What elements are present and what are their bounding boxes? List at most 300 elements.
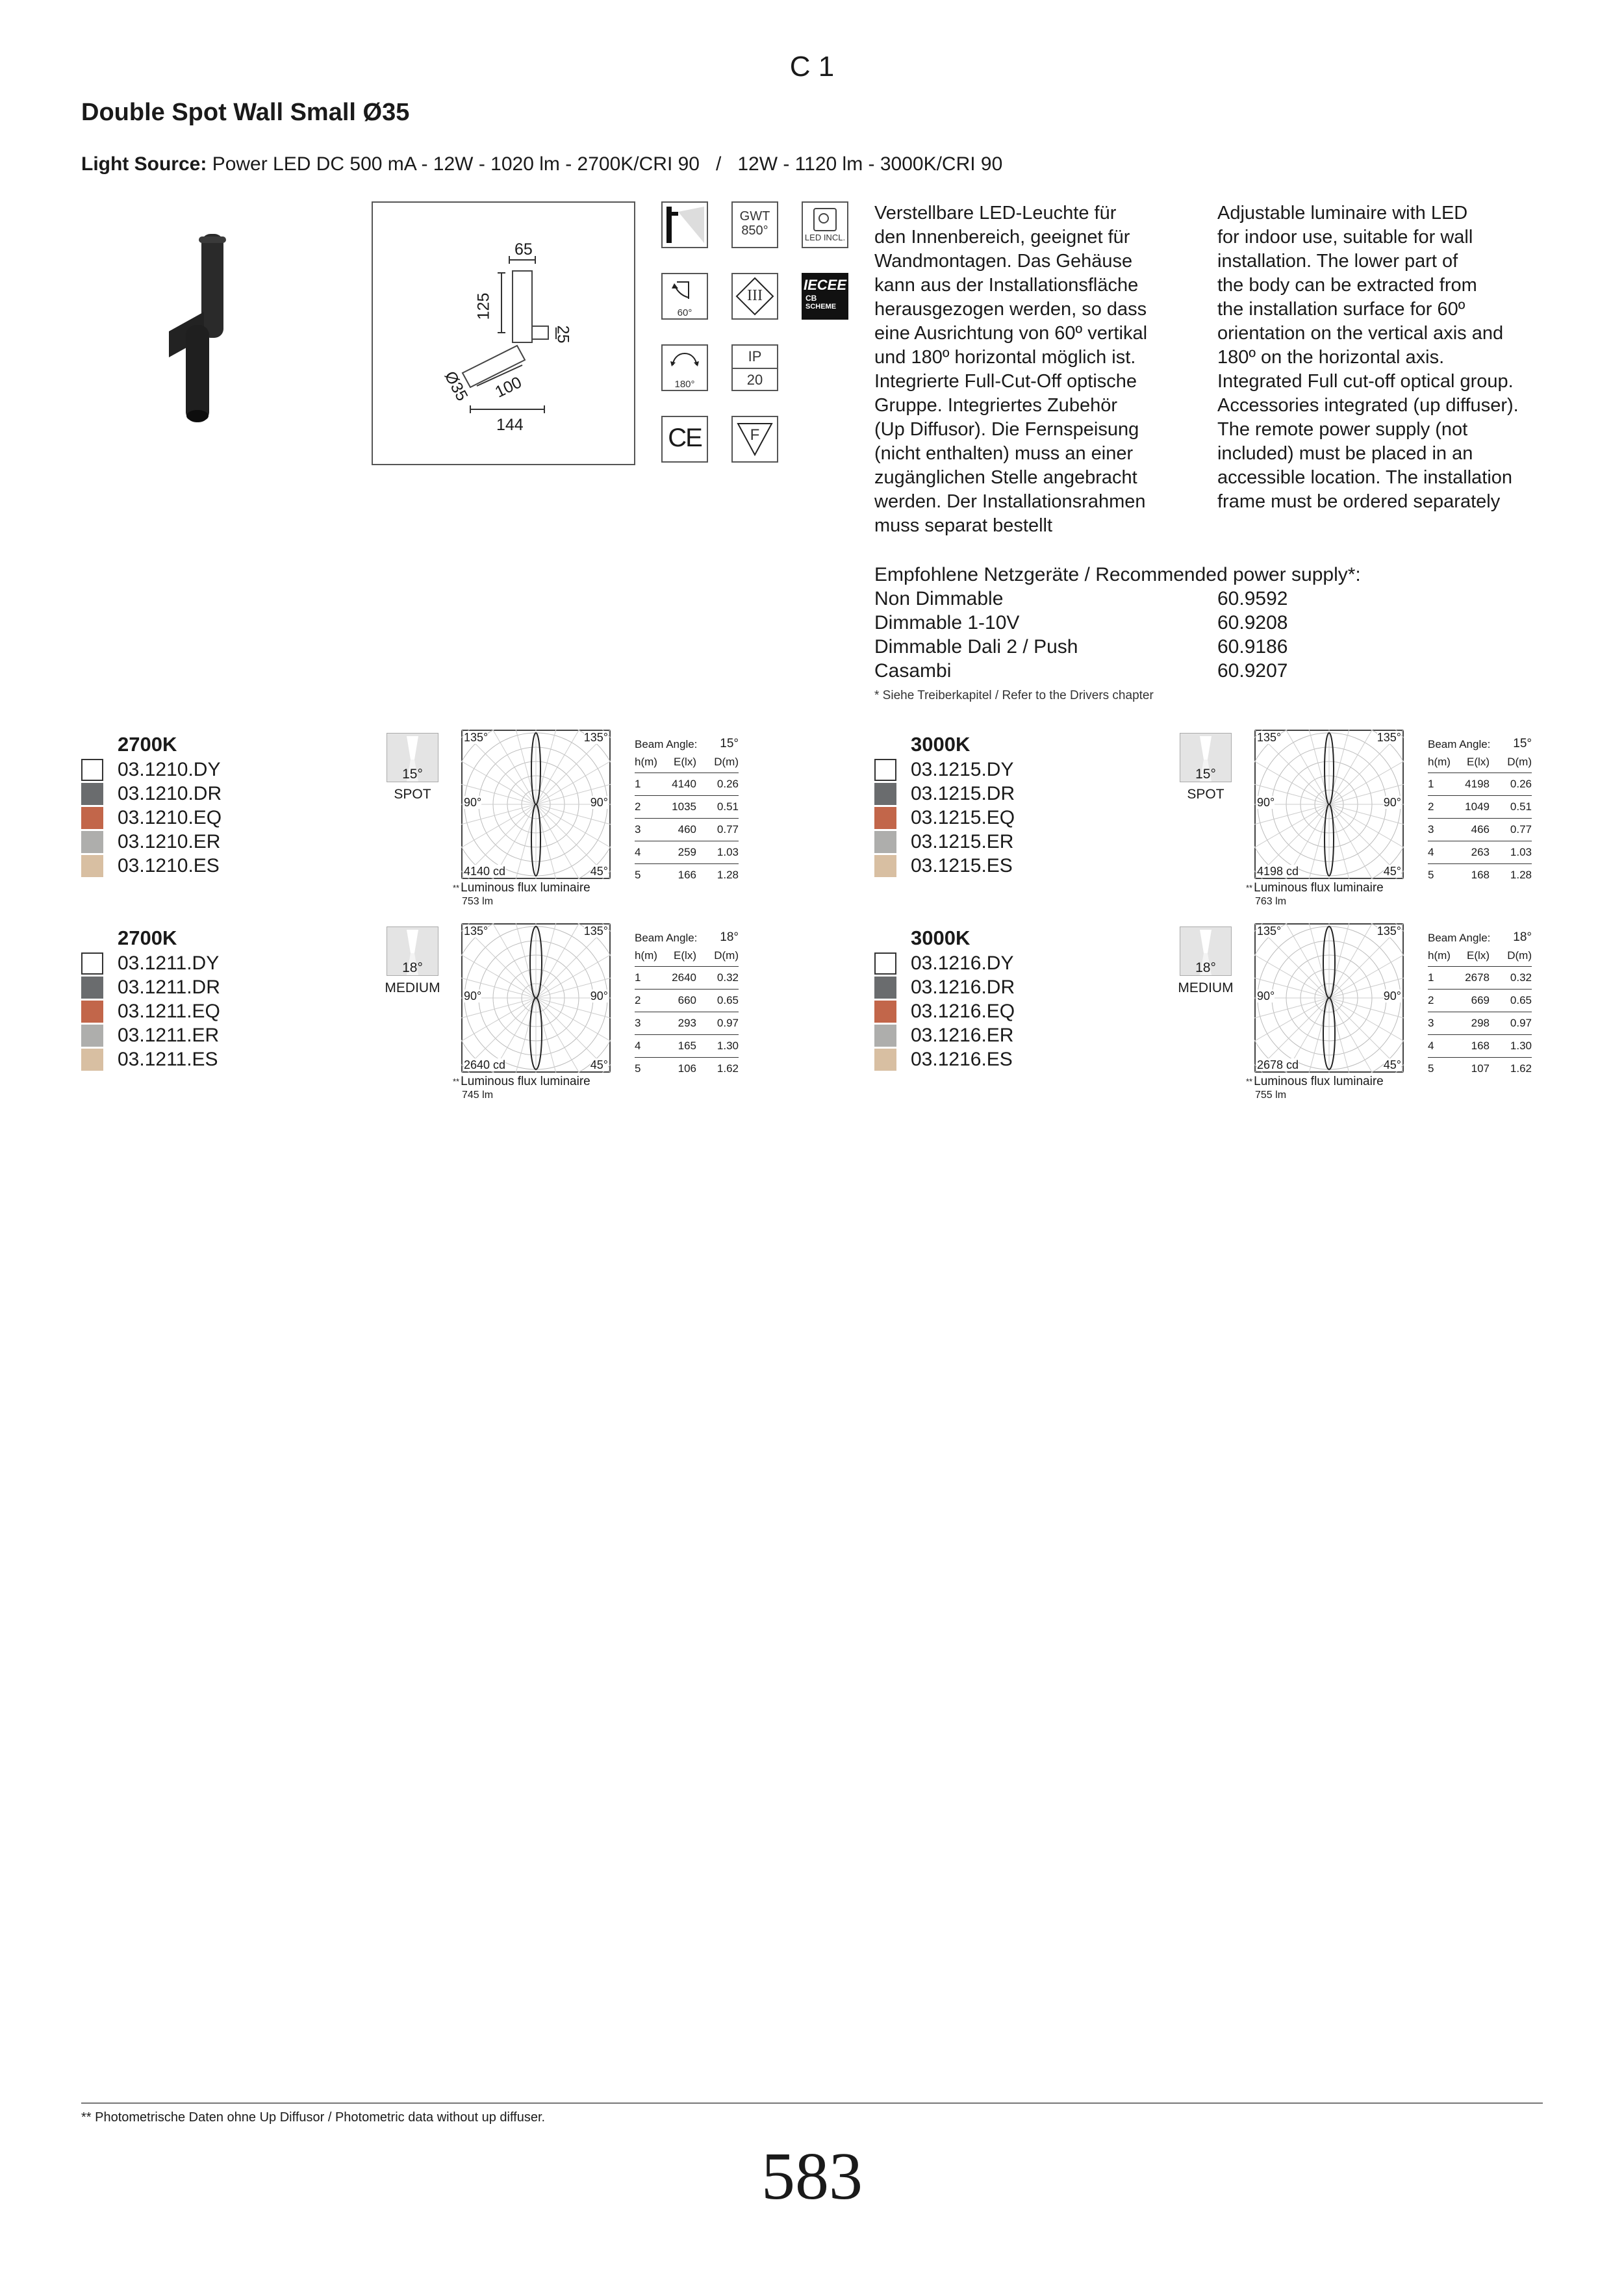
- led-included-icon: LED INCL.: [802, 201, 848, 248]
- dim-width: 65: [514, 240, 533, 259]
- description-de-line: eine Ausrichtung von 60º vertikal: [874, 323, 1148, 344]
- cell-height: 3: [1428, 823, 1434, 836]
- article-code-row: [874, 758, 1015, 782]
- table-row: [1428, 796, 1532, 819]
- article-code-row: [874, 806, 1015, 830]
- cell-diameter: 0.51: [717, 800, 739, 813]
- cell-diameter: 0.77: [1510, 823, 1532, 836]
- cell-height: 4: [1428, 1040, 1434, 1052]
- variant-group: [874, 733, 1602, 921]
- variant-group: [81, 733, 809, 921]
- luminous-flux: [453, 1075, 590, 1102]
- luminous-flux-value: 763 lm: [1255, 896, 1287, 907]
- table-header: [1428, 751, 1532, 773]
- article-code: 03.1216.ES: [911, 1048, 1013, 1070]
- beam-angle-caption: Beam Angle:: [635, 738, 698, 750]
- article-code: 03.1210.DR: [118, 782, 222, 804]
- article-code: 03.1210.EQ: [118, 806, 222, 828]
- beam-angle-row: [635, 733, 739, 751]
- luminous-flux-label: Luminous flux luminaire: [1254, 881, 1384, 895]
- finish-swatch: [874, 1001, 896, 1023]
- description-de-line: kann aus der Installationsfläche: [874, 275, 1139, 296]
- beam-angle-value: 15°: [720, 737, 739, 750]
- color-temperature: 2700K: [118, 733, 177, 756]
- page-number: 583: [761, 2139, 863, 2214]
- cell-diameter: 0.51: [1510, 800, 1532, 813]
- table-row: [635, 990, 739, 1012]
- ip-rating-icon: IP 20: [731, 344, 778, 391]
- article-code-list: [81, 951, 220, 1071]
- footer-divider: [81, 2102, 1543, 2104]
- polar-label-ml: 90°: [464, 796, 482, 809]
- dimension-drawing: [372, 201, 635, 465]
- article-code: 03.1216.ER: [911, 1024, 1014, 1046]
- power-supply-code: 60.9186: [1217, 636, 1288, 658]
- article-code: 03.1211.ES: [118, 1048, 218, 1070]
- description-en-line: included) must be placed in an: [1217, 443, 1473, 464]
- article-code-row: [81, 830, 222, 854]
- cell-height: 3: [1428, 1017, 1434, 1029]
- description-en-line: The remote power supply (not: [1217, 419, 1468, 440]
- cell-illuminance: 2640: [672, 971, 696, 984]
- light-source-text: Power LED DC 500 mA - 12W - 1020 lm - 2700K/CRI 90 / 12W - 1120 lm - 3000K/CRI 90: [212, 153, 1003, 175]
- article-code-row: [81, 1047, 220, 1071]
- article-code-row: [81, 782, 222, 806]
- cell-illuminance: 107: [1471, 1062, 1490, 1075]
- article-code: 03.1216.DY: [911, 952, 1014, 974]
- power-supply-code: 60.9208: [1217, 612, 1288, 633]
- article-code-list: [874, 951, 1015, 1071]
- cell-diameter: 0.97: [1510, 1017, 1532, 1029]
- luminous-flux-mark: **: [1246, 883, 1253, 893]
- polar-label-br: 45°: [1383, 865, 1401, 878]
- description-en-line: Accessories integrated (up diffuser).: [1217, 395, 1519, 416]
- description-en-line: accessible location. The installation: [1217, 467, 1513, 488]
- power-supply-code: 60.9207: [1217, 660, 1288, 682]
- beam-angle-caption: Beam Angle:: [1428, 738, 1491, 750]
- polar-label-br: 45°: [1383, 1058, 1401, 1071]
- color-temperature: 3000K: [911, 733, 971, 756]
- luminous-flux-mark: **: [453, 883, 460, 893]
- cell-diameter: 1.03: [717, 846, 739, 858]
- cell-diameter: 0.77: [717, 823, 739, 836]
- class-iii-icon: III: [731, 273, 778, 320]
- luminous-flux-line: [453, 881, 590, 895]
- photometric-table: [1428, 733, 1532, 886]
- dim-diameter: Ø35: [440, 368, 472, 404]
- beam-angle-row: [1428, 926, 1532, 945]
- luminous-flux-line: [453, 1075, 590, 1088]
- table-row: [1428, 967, 1532, 990]
- description-de: [874, 201, 1199, 538]
- luminous-flux-mark: **: [1246, 1077, 1253, 1086]
- description-de-line: (nicht enthalten) muss an einer: [874, 443, 1134, 464]
- description-en-line: installation. The lower part of: [1217, 251, 1458, 272]
- article-code-row: [874, 1047, 1015, 1071]
- luminous-flux-mark: **: [453, 1077, 460, 1086]
- finish-swatch: [81, 952, 103, 975]
- cell-diameter: 0.26: [1510, 778, 1532, 790]
- cell-illuminance: 460: [678, 823, 696, 836]
- table-row: [635, 819, 739, 841]
- polar-label-tl: 135°: [464, 731, 488, 744]
- article-code: 03.1216.DR: [911, 976, 1015, 998]
- table-row: [1428, 1035, 1532, 1058]
- beam-angle-caption: Beam Angle:: [635, 932, 698, 944]
- cell-diameter: 0.32: [1510, 971, 1532, 984]
- photometric-table: [1428, 926, 1532, 1080]
- photometric-table: [635, 926, 739, 1080]
- luminous-flux: [453, 881, 590, 908]
- description-en: [1217, 201, 1555, 514]
- light-source-line: [81, 153, 1002, 175]
- article-code-row: [874, 782, 1015, 806]
- col-height: h(m): [1428, 755, 1451, 768]
- power-supply-list: [874, 587, 1524, 683]
- power-supply-row: [874, 611, 1524, 635]
- description-de-line: werden. Der Installationsrahmen: [874, 491, 1146, 512]
- description-en-line: orientation on the vertical axis and: [1217, 323, 1504, 344]
- cell-height: 1: [1428, 971, 1434, 984]
- article-code-row: [874, 951, 1015, 975]
- cell-illuminance: 293: [678, 1017, 696, 1029]
- chapter-label: C 1: [789, 51, 835, 83]
- product-title: Double Spot Wall Small Ø35: [81, 99, 410, 126]
- article-code: 03.1211.DR: [118, 976, 220, 998]
- beam-type-label: MEDIUM: [385, 980, 440, 995]
- polar-label-mr: 90°: [1383, 796, 1401, 809]
- power-supply-heading: Empfohlene Netzgeräte / Recommended power supply*:: [874, 564, 1361, 585]
- col-diameter: D(m): [714, 949, 739, 962]
- col-illuminance: E(lx): [674, 949, 696, 962]
- article-code-row: [81, 951, 220, 975]
- cell-height: 5: [1428, 1062, 1434, 1075]
- finish-swatch: [874, 759, 896, 781]
- finish-swatch: [81, 831, 103, 853]
- beam-type-label: MEDIUM: [1178, 980, 1234, 995]
- polar-label-cd: 2640 cd: [464, 1058, 506, 1071]
- polar-diagram: [461, 730, 611, 879]
- table-row: [635, 1012, 739, 1035]
- polar-label-ml: 90°: [464, 990, 482, 1003]
- table-row: [1428, 1012, 1532, 1035]
- description-de-line: herausgezogen werden, so dass: [874, 299, 1147, 320]
- article-code-row: [874, 854, 1015, 878]
- table-row: [1428, 990, 1532, 1012]
- cell-illuminance: 2678: [1465, 971, 1490, 984]
- col-height: h(m): [635, 949, 657, 962]
- polar-label-ml: 90°: [1257, 796, 1275, 809]
- polar-label-tl: 135°: [1257, 731, 1282, 744]
- article-code-row: [874, 830, 1015, 854]
- col-illuminance: E(lx): [1467, 949, 1490, 962]
- description-de-line: Integrierte Full-Cut-Off optische: [874, 371, 1137, 392]
- cell-illuminance: 166: [678, 869, 696, 881]
- description-de-line: muss separat bestellt: [874, 515, 1053, 536]
- driver-note: * Siehe Treiberkapitel / Refer to the Drivers chapter: [874, 689, 1154, 702]
- table-row: [1428, 841, 1532, 864]
- cell-illuminance: 165: [678, 1040, 696, 1052]
- luminous-flux-value: 753 lm: [462, 896, 494, 907]
- beam-angle-value: 18°: [1513, 930, 1532, 944]
- article-code: 03.1215.EQ: [911, 806, 1015, 828]
- col-illuminance: E(lx): [674, 755, 696, 768]
- cell-illuminance: 263: [1471, 846, 1490, 858]
- cell-height: 4: [1428, 846, 1434, 858]
- table-row: [1428, 1058, 1532, 1080]
- polar-label-tr: 135°: [583, 731, 608, 744]
- tilt-60-icon: 60°: [661, 273, 708, 320]
- cell-height: 2: [1428, 800, 1434, 813]
- description-en-line: 180º on the horizontal axis.: [1217, 347, 1445, 368]
- description-de-line: und 180º horizontal möglich ist.: [874, 347, 1136, 368]
- polar-label-br: 45°: [590, 1058, 608, 1071]
- iecee-cb-icon: IECEE CB SCHEME: [802, 273, 848, 320]
- finish-swatch: [874, 1025, 896, 1047]
- light-source-label: Light Source:: [81, 153, 207, 175]
- finish-swatch: [874, 952, 896, 975]
- finish-swatch: [81, 855, 103, 877]
- cell-illuminance: 466: [1471, 823, 1490, 836]
- cell-diameter: 0.32: [717, 971, 739, 984]
- cell-diameter: 1.03: [1510, 846, 1532, 858]
- finish-swatch: [874, 977, 896, 999]
- variant-group: [874, 926, 1602, 1115]
- beam-type-label: SPOT: [394, 787, 431, 802]
- polar-label-cd: 4140 cd: [464, 865, 506, 878]
- description-de-line: Wandmontagen. Das Gehäuse: [874, 251, 1133, 272]
- cell-diameter: 1.28: [1510, 869, 1532, 881]
- beam-angle-label: 15°: [1195, 767, 1216, 782]
- article-code-row: [81, 1023, 220, 1047]
- col-illuminance: E(lx): [1467, 755, 1490, 768]
- beam-angle-value: 15°: [1513, 737, 1532, 750]
- col-height: h(m): [635, 755, 657, 768]
- power-supply-name: Dimmable Dali 2 / Push: [874, 636, 1078, 658]
- cell-diameter: 0.26: [717, 778, 739, 790]
- power-supply-name: Casambi: [874, 660, 952, 682]
- luminous-flux-value: 745 lm: [462, 1090, 494, 1101]
- cell-illuminance: 4198: [1465, 778, 1490, 790]
- dim-total: 144: [496, 416, 524, 434]
- finish-swatch: [81, 807, 103, 829]
- cell-diameter: 1.30: [717, 1040, 739, 1052]
- color-temperature: 3000K: [911, 926, 971, 949]
- polar-label-mr: 90°: [590, 990, 608, 1003]
- table-row: [635, 967, 739, 990]
- finish-swatch: [81, 977, 103, 999]
- cell-height: 1: [635, 971, 641, 984]
- finish-swatch: [81, 1049, 103, 1071]
- table-row: [635, 773, 739, 796]
- description-de-line: Gruppe. Integriertes Zubehör: [874, 395, 1117, 416]
- finish-swatch: [81, 783, 103, 805]
- table-row: [635, 796, 739, 819]
- description-en-line: Adjustable luminaire with LED: [1217, 203, 1468, 224]
- article-code: 03.1211.DY: [118, 952, 220, 974]
- polar-label-tr: 135°: [583, 925, 608, 938]
- description-de-line: den Innenbereich, geeignet für: [874, 227, 1130, 248]
- power-supply-row: [874, 587, 1524, 611]
- cell-height: 1: [1428, 778, 1434, 790]
- table-row: [635, 841, 739, 864]
- article-code-row: [81, 758, 222, 782]
- table-row: [1428, 864, 1532, 886]
- article-code: 03.1215.DR: [911, 782, 1015, 804]
- polar-label-tr: 135°: [1377, 925, 1401, 938]
- finish-swatch: [874, 807, 896, 829]
- finish-swatch: [874, 855, 896, 877]
- col-diameter: D(m): [1507, 755, 1532, 768]
- polar-label-tr: 135°: [1377, 731, 1401, 744]
- cell-height: 1: [635, 778, 641, 790]
- polar-label-br: 45°: [590, 865, 608, 878]
- article-code-row: [81, 854, 222, 878]
- cell-illuminance: 1035: [672, 800, 696, 813]
- table-row: [635, 1058, 739, 1080]
- dim-length: 100: [492, 373, 525, 402]
- article-code-row: [81, 999, 220, 1023]
- cell-height: 3: [635, 1017, 641, 1029]
- cell-diameter: 1.62: [717, 1062, 739, 1075]
- polar-label-ml: 90°: [1257, 990, 1275, 1003]
- cell-illuminance: 259: [678, 846, 696, 858]
- f-mark-icon: F: [731, 416, 778, 463]
- cell-illuminance: 1049: [1465, 800, 1490, 813]
- power-supply-code: 60.9592: [1217, 588, 1288, 609]
- wall-mount-icon: [661, 201, 708, 248]
- ce-mark-icon: CE: [661, 416, 708, 463]
- cell-height: 5: [635, 869, 641, 881]
- color-temperature: 2700K: [118, 926, 177, 949]
- beam-angle-label: 18°: [1195, 960, 1216, 975]
- polar-label-cd: 4198 cd: [1257, 865, 1299, 878]
- article-code: 03.1215.ER: [911, 830, 1014, 852]
- cell-illuminance: 298: [1471, 1017, 1490, 1029]
- polar-label-cd: 2678 cd: [1257, 1058, 1299, 1071]
- cell-diameter: 1.62: [1510, 1062, 1532, 1075]
- luminous-flux-label: Luminous flux luminaire: [1254, 1075, 1384, 1088]
- luminous-flux-label: Luminous flux luminaire: [461, 881, 590, 895]
- photometric-table: [635, 733, 739, 886]
- luminous-flux-line: [1246, 1075, 1384, 1088]
- table-row: [635, 864, 739, 886]
- polar-label-mr: 90°: [590, 796, 608, 809]
- finish-swatch: [81, 1001, 103, 1023]
- dim-height: 125: [474, 292, 493, 320]
- cell-illuminance: 106: [678, 1062, 696, 1075]
- finish-swatch: [874, 831, 896, 853]
- product-image: [156, 234, 253, 422]
- cell-illuminance: 168: [1471, 869, 1490, 881]
- article-code-row: [81, 975, 220, 999]
- cell-height: 5: [1428, 869, 1434, 881]
- article-code: 03.1210.ER: [118, 830, 221, 852]
- beam-angle-row: [635, 926, 739, 945]
- article-code-row: [874, 1023, 1015, 1047]
- cell-diameter: 0.65: [717, 994, 739, 1006]
- power-supply-row: [874, 659, 1524, 683]
- article-code: 03.1211.EQ: [118, 1000, 220, 1022]
- col-height: h(m): [1428, 949, 1451, 962]
- luminous-flux-line: [1246, 881, 1384, 895]
- rotate-180-icon: 180°: [661, 344, 708, 391]
- table-row: [1428, 819, 1532, 841]
- article-code: 03.1210.DY: [118, 758, 221, 780]
- dim-offset: 25: [553, 325, 572, 344]
- polar-diagram: [461, 923, 611, 1073]
- luminous-flux-label: Luminous flux luminaire: [461, 1075, 590, 1088]
- polar-diagram: [1254, 923, 1404, 1073]
- polar-diagram: [1254, 730, 1404, 879]
- description-en-line: for indoor use, suitable for wall: [1217, 227, 1473, 248]
- description-en-line: the body can be extracted from: [1217, 275, 1477, 296]
- article-code-row: [81, 806, 222, 830]
- cell-diameter: 0.65: [1510, 994, 1532, 1006]
- table-header: [635, 751, 739, 773]
- description-en-line: the installation surface for 60º: [1217, 299, 1465, 320]
- article-code-list: [81, 758, 222, 878]
- article-code: 03.1216.EQ: [911, 1000, 1015, 1022]
- cell-diameter: 1.28: [717, 869, 739, 881]
- polar-label-tl: 135°: [464, 925, 488, 938]
- description-de-line: (Up Diffusor). Die Fernspeisung: [874, 419, 1139, 440]
- description-de-line: Verstellbare LED-Leuchte für: [874, 203, 1117, 224]
- power-supply-name: Dimmable 1-10V: [874, 612, 1020, 633]
- cell-height: 5: [635, 1062, 641, 1075]
- luminous-flux: [1246, 881, 1384, 908]
- cell-height: 3: [635, 823, 641, 836]
- cell-diameter: 1.30: [1510, 1040, 1532, 1052]
- cell-height: 2: [635, 994, 641, 1006]
- article-code: 03.1211.ER: [118, 1024, 220, 1046]
- variant-group: [81, 926, 809, 1115]
- polar-label-tl: 135°: [1257, 925, 1282, 938]
- finish-swatch: [874, 783, 896, 805]
- finish-swatch: [81, 759, 103, 781]
- luminous-flux-value: 755 lm: [1255, 1090, 1287, 1101]
- polar-label-mr: 90°: [1383, 990, 1401, 1003]
- beam-angle-row: [1428, 733, 1532, 751]
- col-diameter: D(m): [714, 755, 739, 768]
- table-row: [635, 1035, 739, 1058]
- power-supply-section: [874, 563, 1524, 683]
- beam-angle-value: 18°: [720, 930, 739, 944]
- article-code: 03.1210.ES: [118, 854, 220, 876]
- article-code-list: [874, 758, 1015, 878]
- article-code-row: [874, 999, 1015, 1023]
- table-header: [1428, 945, 1532, 967]
- article-code: 03.1215.ES: [911, 854, 1013, 876]
- col-diameter: D(m): [1507, 949, 1532, 962]
- beam-angle-label: 15°: [402, 767, 423, 782]
- cell-illuminance: 4140: [672, 778, 696, 790]
- beam-angle-caption: Beam Angle:: [1428, 932, 1491, 944]
- cell-illuminance: 168: [1471, 1040, 1490, 1052]
- luminous-flux: [1246, 1075, 1384, 1102]
- glow-wire-icon: GWT 850°: [731, 201, 778, 248]
- power-supply-name: Non Dimmable: [874, 588, 1004, 609]
- power-supply-row: [874, 635, 1524, 659]
- footnote: ** Photometrische Daten ohne Up Diffusor / Photometric data without up diffuser.: [81, 2110, 546, 2125]
- table-header: [635, 945, 739, 967]
- cell-height: 4: [635, 846, 641, 858]
- article-code: 03.1215.DY: [911, 758, 1014, 780]
- cell-height: 4: [635, 1040, 641, 1052]
- cell-height: 2: [635, 800, 641, 813]
- cell-height: 2: [1428, 994, 1434, 1006]
- article-code-row: [874, 975, 1015, 999]
